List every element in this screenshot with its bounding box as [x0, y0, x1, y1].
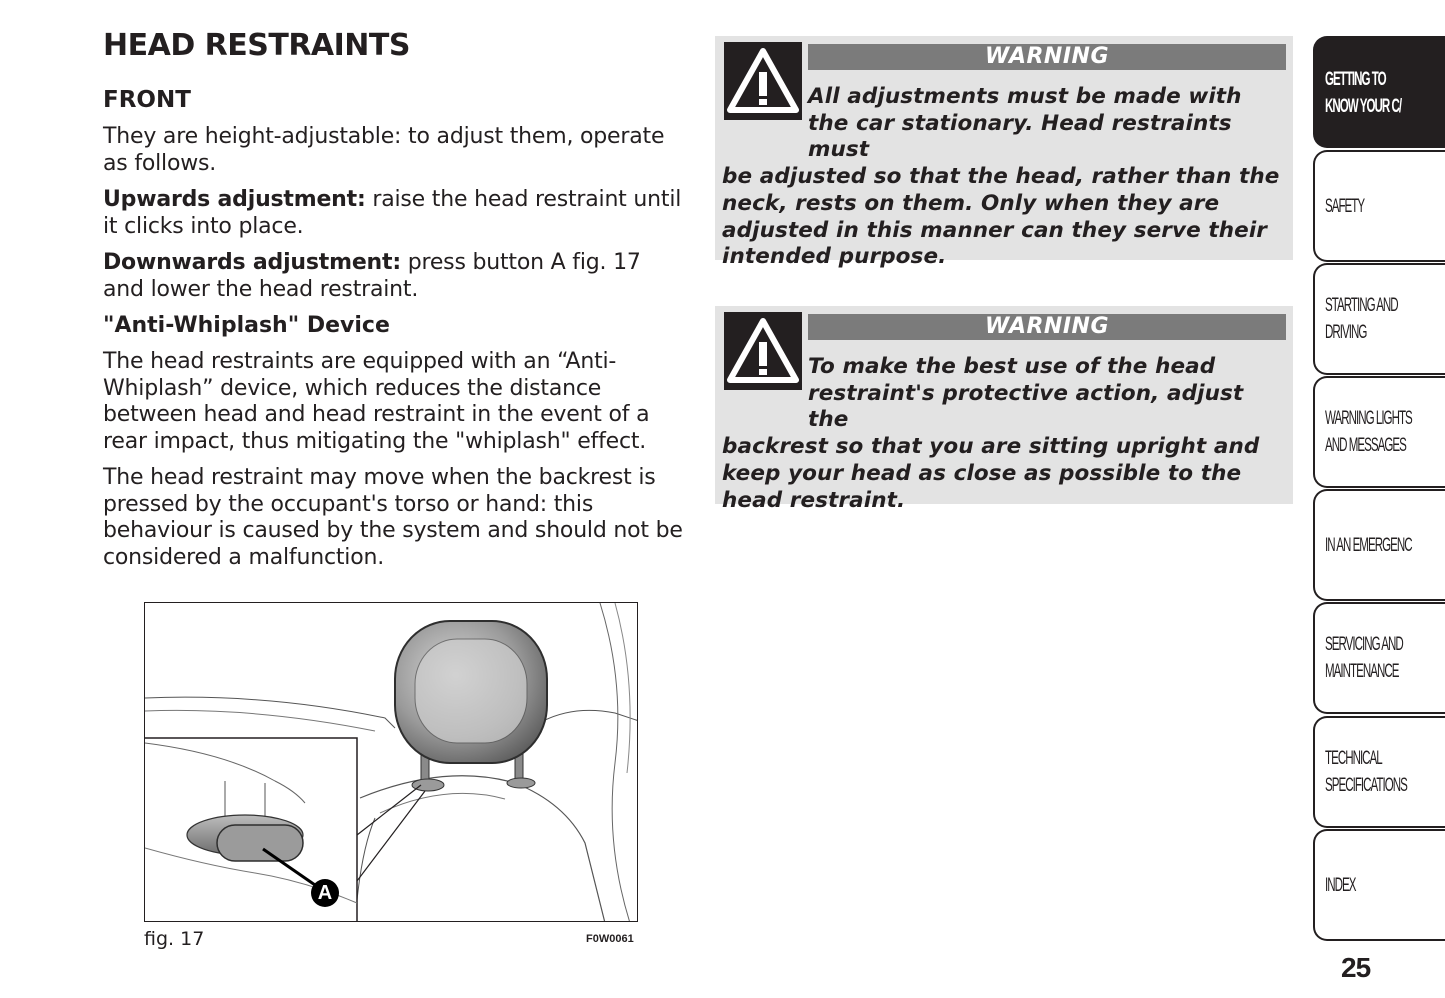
downwards-paragraph: [103, 250, 683, 303]
anti-whiplash-paragraph: The head restraints are equipped with an “Anti-Whiplash” device, which reduces the distance between head and head restraint in the event of a rear impact, thus mitigating the "whiplash" effect.: [103, 349, 650, 454]
warning-title-1: WARNING: [808, 44, 1286, 70]
head-restraint-illustration: [145, 603, 638, 922]
tab-label-line1: INDEX: [1325, 874, 1356, 896]
intro-paragraph: They are height-adjustable: to adjust them, operate as follows.: [103, 124, 665, 176]
tab-emergency[interactable]: [1313, 489, 1445, 601]
warning-box-2: [715, 306, 1293, 513]
tab-label-line1: SAFETY: [1325, 195, 1365, 217]
warning-text-1: [722, 84, 1288, 271]
callout-a-badge: [311, 879, 339, 907]
warning-title-2: WARNING: [808, 314, 1286, 340]
figure-caption: fig. 17: [144, 928, 205, 950]
downwards-text: press button A fig. 17 and lower the head restraint.: [103, 250, 641, 302]
warning-box-1: [715, 36, 1293, 270]
warning-text-2-rest: backrest so that you are sitting upright and keep your head as close as possible to the head restraint.: [722, 434, 1260, 513]
main-column: [103, 28, 683, 581]
tab-label-line1: TECHNICAL: [1325, 748, 1382, 769]
upwards-label: Upwards adjustment:: [103, 187, 366, 212]
tab-safety[interactable]: [1313, 150, 1445, 262]
tab-getting-to-know[interactable]: [1313, 36, 1445, 148]
callout-a-label: A: [317, 882, 333, 904]
section-title-front: FRONT: [103, 87, 191, 113]
tab-starting-driving[interactable]: [1313, 263, 1445, 375]
tab-label-line2: DRIVING: [1325, 322, 1367, 343]
tab-label-line1: GETTING TO: [1325, 69, 1386, 90]
tab-label-line1: WARNING LIGHTS: [1325, 408, 1412, 429]
figure-code: F0W0061: [586, 933, 634, 945]
warning-text-2: [722, 354, 1288, 514]
warning-text-1-lead: All adjustments must be made with the car stationary. Head restraints must: [808, 84, 1242, 163]
tab-label-line2: MAINTENANCE: [1325, 661, 1399, 682]
tab-servicing[interactable]: [1313, 602, 1445, 714]
tab-label-line1: STARTING AND: [1325, 295, 1398, 316]
tab-label-line2: AND MESSAGES: [1325, 435, 1406, 456]
downwards-label: Downwards adjustment:: [103, 250, 401, 275]
page-title: HEAD RESTRAINTS: [103, 28, 410, 63]
upwards-paragraph: [103, 187, 683, 240]
tab-warning-lights[interactable]: [1313, 376, 1445, 488]
tab-label-line1: IN AN EMERGENC: [1325, 534, 1412, 556]
anti-whiplash-title: "Anti-Whiplash" Device: [103, 313, 390, 338]
movement-paragraph: The head restraint may move when the backrest is pressed by the occupant's torso or hand: this behaviour is caused by the system and should not be considered a malfunction.: [103, 465, 683, 570]
tab-label-line2: SPECIFICATIONS: [1325, 775, 1407, 796]
warning-text-2-lead: To make the best use of the head restraint's protective action, adjust the: [808, 354, 1244, 433]
page-number: 25: [1341, 952, 1371, 983]
tab-technical[interactable]: [1313, 716, 1445, 828]
tab-label-line1: SERVICING AND: [1325, 634, 1403, 655]
figure-head-restraint: [144, 602, 638, 922]
tab-index[interactable]: [1313, 829, 1445, 941]
upwards-text: raise the head restraint until it clicks into place.: [103, 187, 682, 239]
tab-label-line2: KNOW YOUR C/: [1325, 96, 1402, 117]
warning-text-1-rest: be adjusted so that the head, rather than the neck, rests on them. Only when they are adjusted in this manner can they serve their intended purpose.: [722, 164, 1280, 270]
